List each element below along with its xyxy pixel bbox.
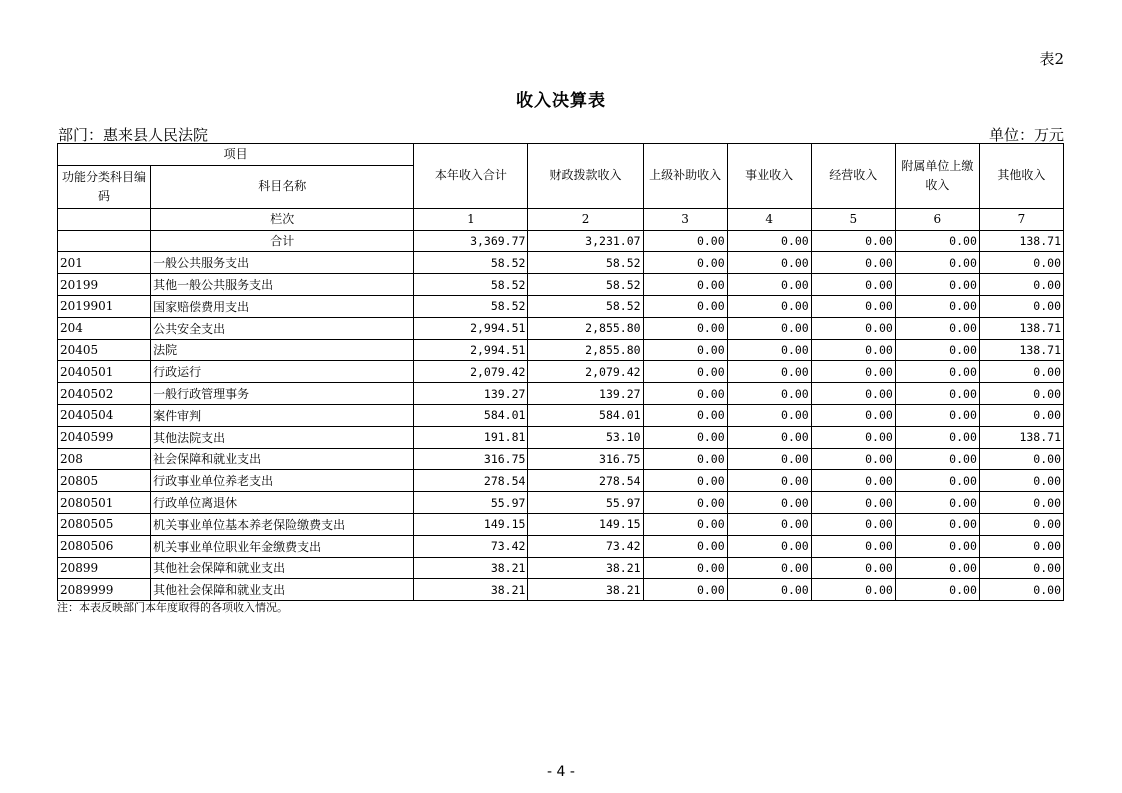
header-fiscal-appropriation: 财政拨款收入	[528, 144, 643, 209]
row-value: 0.00	[727, 513, 811, 535]
row-value: 0.00	[811, 492, 895, 514]
row-value: 0.00	[979, 274, 1063, 296]
total-value: 0.00	[727, 230, 811, 252]
row-value: 58.52	[414, 252, 528, 274]
table-row	[58, 557, 1064, 579]
row-name: 社会保障和就业支出	[151, 448, 414, 470]
row-value: 0.00	[979, 448, 1063, 470]
row-name: 国家赔偿费用支出	[151, 295, 414, 317]
code-header: 功能分类科目编码	[58, 165, 151, 208]
row-value: 0.00	[643, 513, 727, 535]
row-value: 0.00	[979, 404, 1063, 426]
header-total-income: 本年收入合计	[414, 144, 528, 209]
column-index-blank	[58, 208, 151, 230]
table-row	[58, 404, 1064, 426]
row-value: 0.00	[895, 513, 979, 535]
row-value: 0.00	[727, 470, 811, 492]
row-value: 0.00	[811, 274, 895, 296]
row-value: 38.21	[528, 557, 643, 579]
row-value: 138.71	[979, 426, 1063, 448]
row-value: 0.00	[979, 513, 1063, 535]
row-code: 201	[58, 252, 151, 274]
row-code: 2040504	[58, 404, 151, 426]
table-row	[58, 492, 1064, 514]
table-row	[58, 448, 1064, 470]
row-value: 0.00	[643, 252, 727, 274]
total-value: 0.00	[811, 230, 895, 252]
table-row	[58, 513, 1064, 535]
total-label: 合计	[151, 230, 414, 252]
row-value: 53.10	[528, 426, 643, 448]
row-value: 0.00	[727, 492, 811, 514]
row-value: 316.75	[414, 448, 528, 470]
row-value: 0.00	[727, 274, 811, 296]
row-value: 0.00	[979, 383, 1063, 405]
row-name: 行政运行	[151, 361, 414, 383]
row-name: 行政单位离退休	[151, 492, 414, 514]
table-row	[58, 361, 1064, 383]
row-value: 0.00	[979, 252, 1063, 274]
header-business-income: 事业收入	[727, 144, 811, 209]
column-index-label: 栏次	[151, 208, 414, 230]
row-value: 2,994.51	[414, 339, 528, 361]
row-value: 0.00	[643, 579, 727, 601]
row-code: 20405	[58, 339, 151, 361]
table-row	[58, 317, 1064, 339]
table-row	[58, 579, 1064, 601]
row-value: 0.00	[643, 470, 727, 492]
row-value: 73.42	[414, 535, 528, 557]
table-row	[58, 274, 1064, 296]
row-value: 0.00	[979, 470, 1063, 492]
row-name: 公共安全支出	[151, 317, 414, 339]
row-value: 55.97	[414, 492, 528, 514]
row-value: 58.52	[414, 295, 528, 317]
row-value: 0.00	[979, 535, 1063, 557]
row-value: 278.54	[528, 470, 643, 492]
row-value: 0.00	[895, 317, 979, 339]
row-value: 0.00	[895, 470, 979, 492]
row-value: 0.00	[811, 579, 895, 601]
row-code: 208	[58, 448, 151, 470]
row-value: 0.00	[895, 492, 979, 514]
column-index: 1	[414, 208, 528, 230]
row-value: 2,994.51	[414, 317, 528, 339]
row-value: 0.00	[811, 470, 895, 492]
row-value: 38.21	[414, 579, 528, 601]
row-value: 0.00	[895, 404, 979, 426]
row-value: 0.00	[811, 557, 895, 579]
table-row	[58, 339, 1064, 361]
row-value: 2,079.42	[414, 361, 528, 383]
row-value: 0.00	[643, 426, 727, 448]
footnote: 注：本表反映部门本年度取得的各项收入情况。	[57, 601, 288, 614]
row-value: 0.00	[643, 361, 727, 383]
row-value: 58.52	[528, 274, 643, 296]
row-value: 0.00	[727, 295, 811, 317]
row-value: 58.52	[414, 274, 528, 296]
row-value: 0.00	[895, 339, 979, 361]
row-value: 139.27	[528, 383, 643, 405]
name-header: 科目名称	[151, 165, 414, 208]
row-name: 其他一般公共服务支出	[151, 274, 414, 296]
table-row	[58, 383, 1064, 405]
row-value: 191.81	[414, 426, 528, 448]
row-value: 0.00	[811, 426, 895, 448]
page-title: 收入决算表	[516, 91, 606, 111]
row-value: 0.00	[727, 557, 811, 579]
table-row	[58, 252, 1064, 274]
row-code: 204	[58, 317, 151, 339]
table-row	[58, 426, 1064, 448]
row-value: 0.00	[643, 535, 727, 557]
row-code: 2080505	[58, 513, 151, 535]
row-value: 2,855.80	[528, 317, 643, 339]
row-value: 0.00	[643, 295, 727, 317]
row-name: 行政事业单位养老支出	[151, 470, 414, 492]
row-value: 0.00	[979, 295, 1063, 317]
item-header: 项目	[58, 144, 414, 166]
row-value: 0.00	[979, 557, 1063, 579]
header-superior-subsidy: 上级补助收入	[643, 144, 727, 209]
row-name: 一般行政管理事务	[151, 383, 414, 405]
row-value: 139.27	[414, 383, 528, 405]
row-value: 0.00	[643, 557, 727, 579]
total-value: 3,369.77	[414, 230, 528, 252]
row-code: 2040502	[58, 383, 151, 405]
total-code-cell	[58, 230, 151, 252]
row-value: 0.00	[811, 535, 895, 557]
row-value: 0.00	[895, 448, 979, 470]
row-value: 58.52	[528, 252, 643, 274]
row-name: 一般公共服务支出	[151, 252, 414, 274]
row-value: 0.00	[979, 579, 1063, 601]
row-value: 73.42	[528, 535, 643, 557]
row-value: 0.00	[643, 448, 727, 470]
row-value: 0.00	[895, 274, 979, 296]
row-value: 0.00	[727, 448, 811, 470]
department-label: 部门：惠来县人民法院	[58, 126, 209, 144]
row-name: 机关事业单位基本养老保险缴费支出	[151, 513, 414, 535]
row-value: 0.00	[727, 383, 811, 405]
row-code: 20899	[58, 557, 151, 579]
table-row	[58, 470, 1064, 492]
row-value: 0.00	[811, 448, 895, 470]
revenue-table	[57, 143, 1064, 601]
row-value: 149.15	[414, 513, 528, 535]
row-value: 0.00	[727, 252, 811, 274]
row-value: 55.97	[528, 492, 643, 514]
row-value: 0.00	[643, 317, 727, 339]
row-value: 38.21	[528, 579, 643, 601]
row-value: 2,855.80	[528, 339, 643, 361]
row-value: 0.00	[643, 274, 727, 296]
row-value: 149.15	[528, 513, 643, 535]
row-name: 其他社会保障和就业支出	[151, 579, 414, 601]
row-code: 20805	[58, 470, 151, 492]
row-value: 0.00	[979, 361, 1063, 383]
row-value: 0.00	[895, 383, 979, 405]
header-other-income: 其他收入	[979, 144, 1063, 209]
row-code: 2089999	[58, 579, 151, 601]
row-value: 0.00	[895, 535, 979, 557]
row-value: 0.00	[811, 404, 895, 426]
row-value: 0.00	[895, 252, 979, 274]
total-value: 0.00	[643, 230, 727, 252]
row-value: 0.00	[727, 426, 811, 448]
column-index: 6	[895, 208, 979, 230]
row-value: 0.00	[811, 339, 895, 361]
row-value: 0.00	[643, 339, 727, 361]
row-value: 0.00	[727, 404, 811, 426]
row-value: 0.00	[727, 317, 811, 339]
column-index: 2	[528, 208, 643, 230]
total-row	[58, 230, 1064, 252]
column-index: 5	[811, 208, 895, 230]
row-value: 0.00	[643, 404, 727, 426]
total-value: 0.00	[895, 230, 979, 252]
row-value: 0.00	[811, 361, 895, 383]
row-code: 2040599	[58, 426, 151, 448]
row-value: 0.00	[811, 317, 895, 339]
row-name: 其他法院支出	[151, 426, 414, 448]
row-value: 138.71	[979, 317, 1063, 339]
header-operating-income: 经营收入	[811, 144, 895, 209]
row-value: 0.00	[895, 579, 979, 601]
row-value: 0.00	[811, 295, 895, 317]
row-value: 38.21	[414, 557, 528, 579]
total-value: 138.71	[979, 230, 1063, 252]
row-name: 其他社会保障和就业支出	[151, 557, 414, 579]
row-code: 2040501	[58, 361, 151, 383]
row-value: 0.00	[643, 383, 727, 405]
row-name: 机关事业单位职业年金缴费支出	[151, 535, 414, 557]
table-number: 表2	[1039, 50, 1064, 68]
row-value: 278.54	[414, 470, 528, 492]
row-value: 0.00	[811, 252, 895, 274]
row-name: 案件审判	[151, 404, 414, 426]
row-value: 0.00	[811, 383, 895, 405]
row-value: 316.75	[528, 448, 643, 470]
row-code: 2019901	[58, 295, 151, 317]
row-name: 法院	[151, 339, 414, 361]
row-value: 0.00	[895, 557, 979, 579]
total-value: 3,231.07	[528, 230, 643, 252]
row-code: 2080501	[58, 492, 151, 514]
row-value: 0.00	[895, 295, 979, 317]
unit-label: 单位：万元	[988, 126, 1064, 144]
header-affiliated-unit-income: 附属单位上缴收入	[895, 144, 979, 209]
row-code: 2080506	[58, 535, 151, 557]
column-index: 7	[979, 208, 1063, 230]
row-value: 2,079.42	[528, 361, 643, 383]
row-value: 0.00	[727, 579, 811, 601]
column-index: 3	[643, 208, 727, 230]
row-value: 584.01	[528, 404, 643, 426]
row-value: 0.00	[979, 492, 1063, 514]
row-code: 20199	[58, 274, 151, 296]
page-number: - 4 -	[547, 764, 575, 780]
table-row	[58, 295, 1064, 317]
row-value: 0.00	[727, 361, 811, 383]
row-value: 138.71	[979, 339, 1063, 361]
row-value: 0.00	[727, 535, 811, 557]
row-value: 584.01	[414, 404, 528, 426]
column-index: 4	[727, 208, 811, 230]
row-value: 0.00	[811, 513, 895, 535]
row-value: 0.00	[727, 339, 811, 361]
row-value: 58.52	[528, 295, 643, 317]
row-value: 0.00	[895, 361, 979, 383]
table-row	[58, 535, 1064, 557]
row-value: 0.00	[643, 492, 727, 514]
row-value: 0.00	[895, 426, 979, 448]
